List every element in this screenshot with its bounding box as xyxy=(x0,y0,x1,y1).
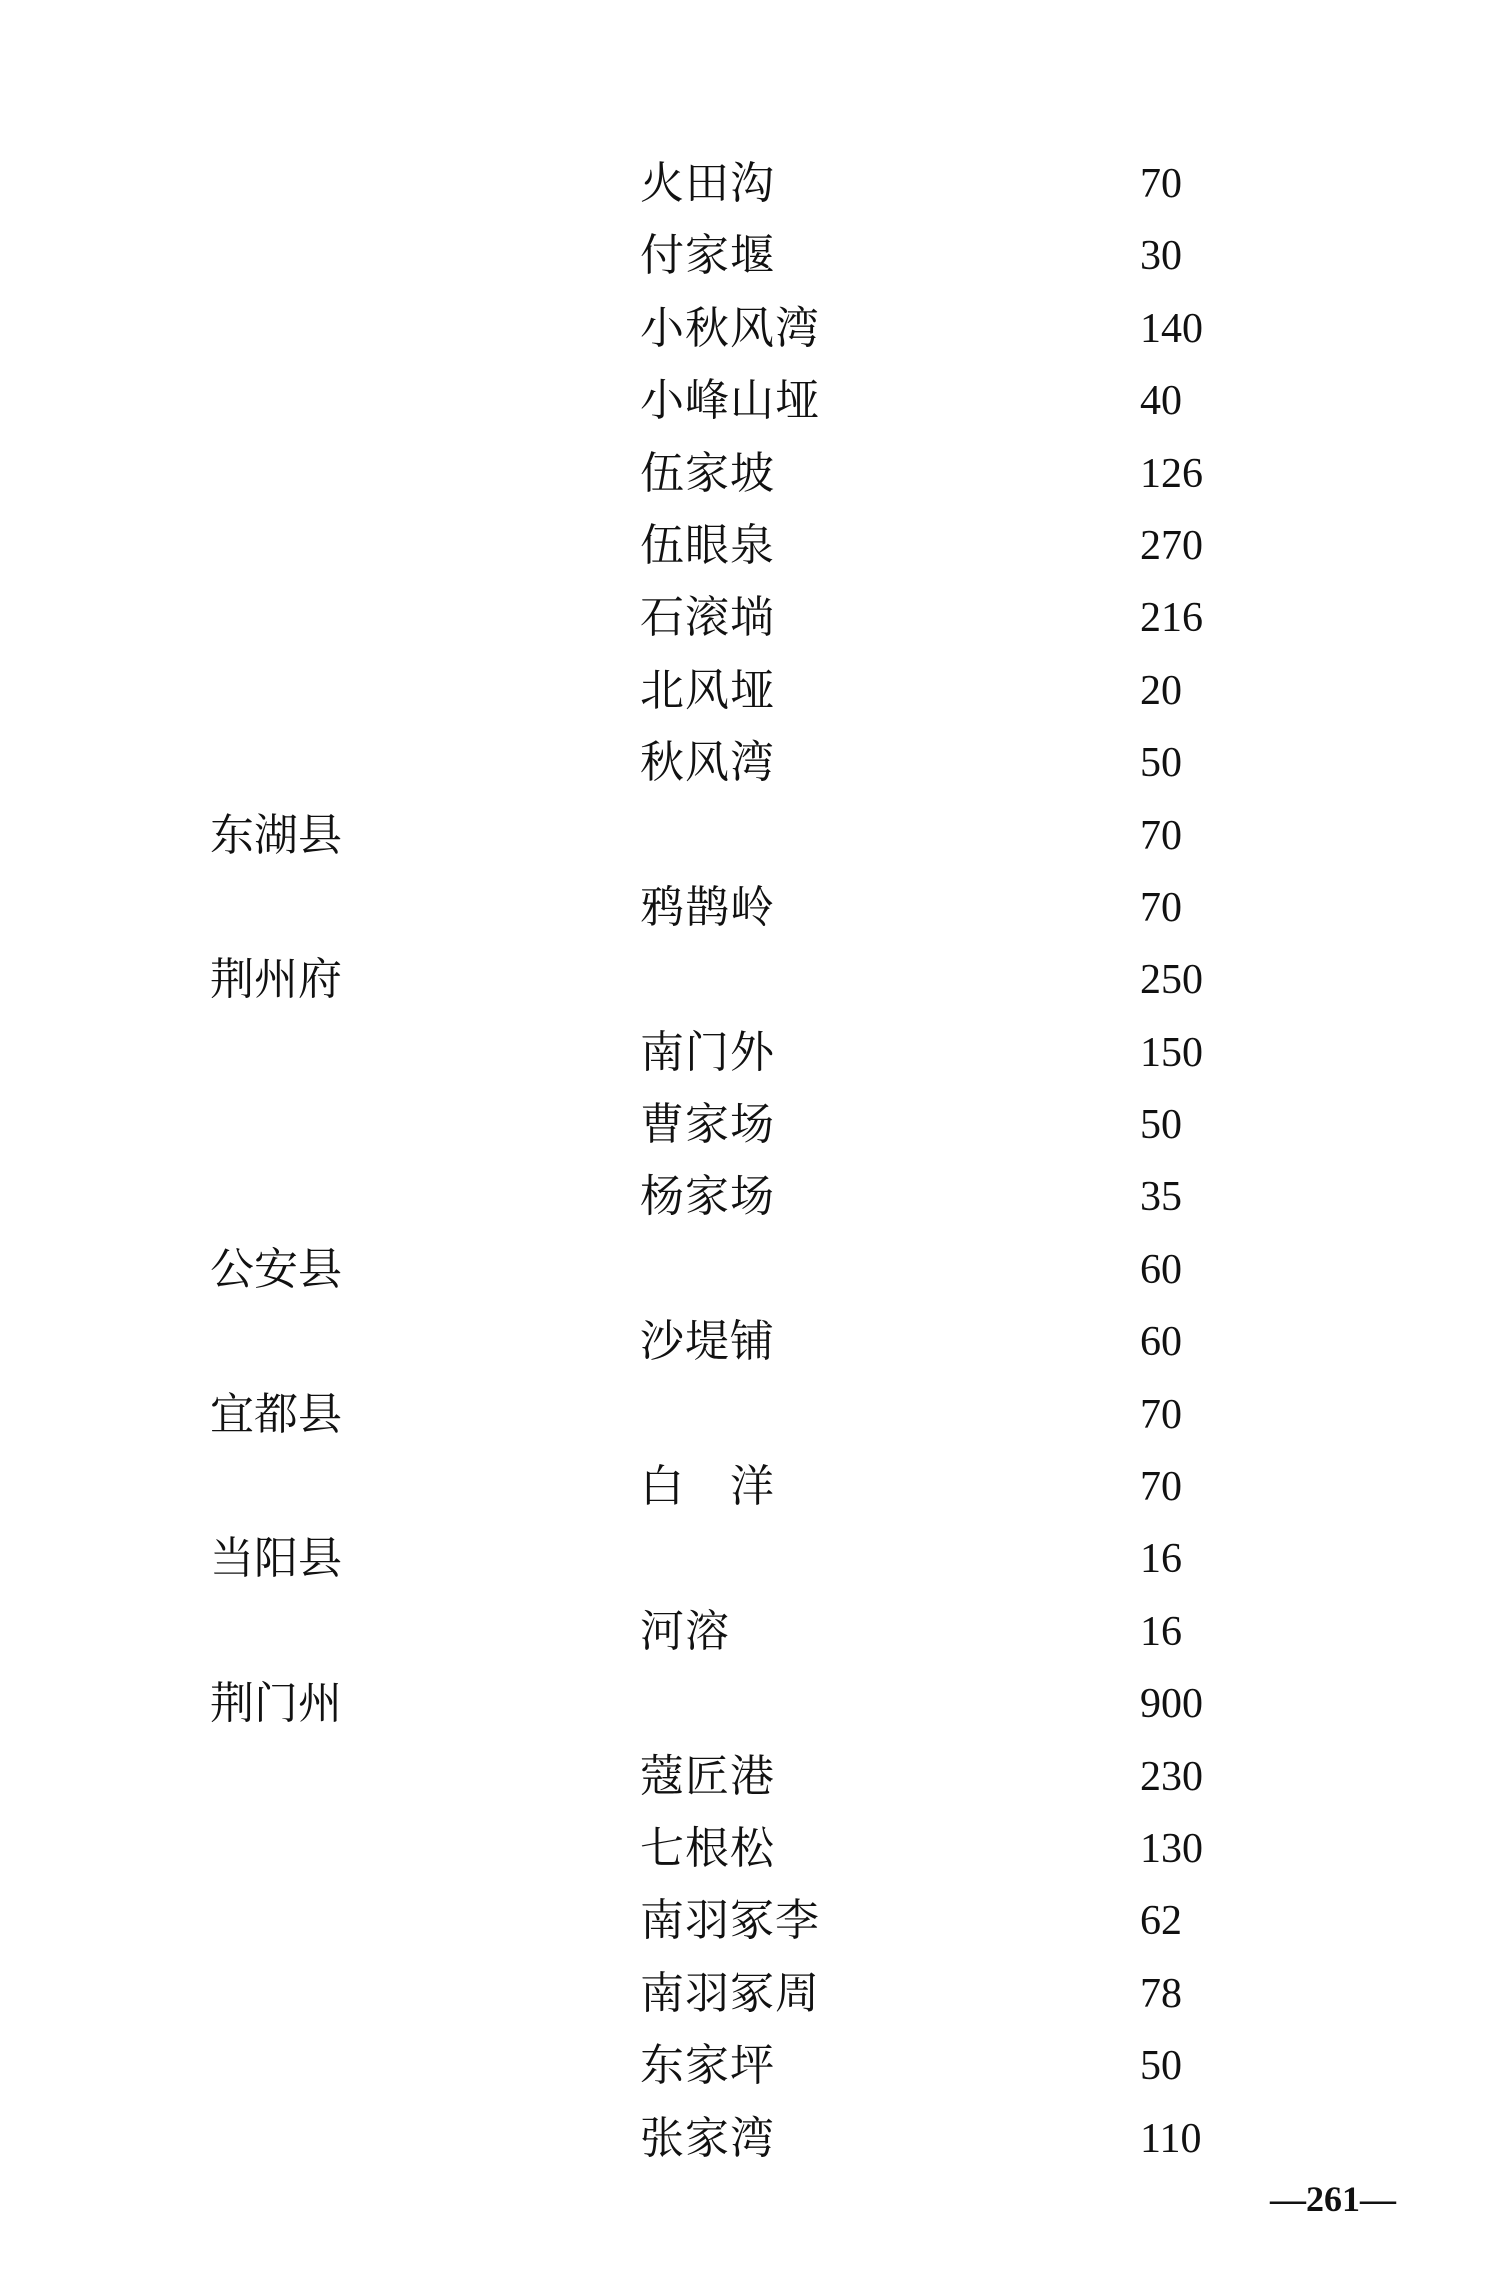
table-row xyxy=(0,1741,1500,1813)
value-cell: 70 xyxy=(1140,1464,1182,1511)
value-cell: 16 xyxy=(1140,1608,1182,1655)
table-row xyxy=(0,1234,1500,1306)
place-cell: 小峰山垭 xyxy=(640,375,820,427)
value-cell: 78 xyxy=(1140,1970,1182,2017)
place-cell: 小秋风湾 xyxy=(640,302,820,354)
table-row xyxy=(0,800,1500,872)
county-cell: 荆门州 xyxy=(210,1678,342,1730)
table-row xyxy=(0,1017,1500,1089)
table-row xyxy=(0,655,1500,727)
value-cell: 230 xyxy=(1140,1753,1203,1800)
value-cell: 70 xyxy=(1140,161,1182,207)
value-cell: 50 xyxy=(1140,1102,1182,1149)
place-cell: 曹家场 xyxy=(640,1099,775,1151)
table-row xyxy=(0,1523,1500,1595)
value-cell: 50 xyxy=(1140,740,1182,787)
value-cell: 270 xyxy=(1140,522,1203,569)
table-row xyxy=(0,220,1500,292)
county-cell: 宜都县 xyxy=(210,1388,342,1440)
county-cell: 公安县 xyxy=(210,1243,342,1295)
table-row xyxy=(0,1813,1500,1885)
county-cell: 荆州府 xyxy=(210,954,342,1006)
table-row xyxy=(0,1379,1500,1451)
value-cell: 140 xyxy=(1140,305,1203,352)
value-cell: 900 xyxy=(1140,1681,1203,1728)
value-cell: 62 xyxy=(1140,1898,1182,1945)
value-cell: 35 xyxy=(1140,1174,1182,1221)
table-row xyxy=(0,365,1500,437)
place-cell: 伍家坡 xyxy=(640,447,775,499)
table-row xyxy=(0,1089,1500,1161)
table-row xyxy=(0,2103,1500,2175)
table-row xyxy=(0,1451,1500,1523)
place-cell: 张家湾 xyxy=(640,2112,775,2164)
place-cell: 南门外 xyxy=(640,1026,775,1078)
place-cell: 东家坪 xyxy=(640,2040,775,2092)
table-row xyxy=(0,944,1500,1016)
value-cell: 250 xyxy=(1140,957,1203,1004)
value-cell: 216 xyxy=(1140,595,1203,642)
place-cell: 北风垭 xyxy=(640,664,775,716)
table-row xyxy=(0,872,1500,944)
value-cell: 30 xyxy=(1140,233,1182,280)
value-cell: 150 xyxy=(1140,1029,1203,1076)
table-row xyxy=(0,582,1500,654)
place-cell: 杨家场 xyxy=(640,1171,775,1223)
value-cell: 40 xyxy=(1140,378,1182,425)
table-row xyxy=(0,1668,1500,1740)
value-cell: 70 xyxy=(1140,884,1182,931)
table-row xyxy=(0,293,1500,365)
value-cell: 70 xyxy=(1140,812,1182,859)
table-row xyxy=(0,2030,1500,2102)
place-cell: 石滚埫 xyxy=(640,592,775,644)
value-cell: 60 xyxy=(1140,1246,1182,1293)
value-cell: 130 xyxy=(1140,1825,1203,1872)
value-cell: 16 xyxy=(1140,1536,1182,1583)
table-row xyxy=(0,727,1500,799)
place-cell: 南羽冢周 xyxy=(640,1967,820,2019)
county-cell: 东湖县 xyxy=(210,809,342,861)
place-cell: 火田沟 xyxy=(640,158,775,209)
place-cell: 付家堰 xyxy=(640,230,775,282)
county-cell: 当阳县 xyxy=(210,1533,342,1585)
place-cell: 河溶 xyxy=(640,1605,730,1657)
table-row xyxy=(0,1958,1500,2030)
value-cell: 60 xyxy=(1140,1319,1182,1366)
value-cell: 110 xyxy=(1140,2115,1202,2162)
data-table xyxy=(0,148,1500,2175)
table-row xyxy=(0,148,1500,220)
place-cell: 七根松 xyxy=(640,1822,775,1874)
table-row xyxy=(0,438,1500,510)
value-cell: 70 xyxy=(1140,1391,1182,1438)
page-number: —261— xyxy=(1270,2179,1396,2219)
table-row xyxy=(0,1306,1500,1378)
place-cell: 白 洋 xyxy=(640,1461,775,1513)
table-row xyxy=(0,510,1500,582)
value-cell: 50 xyxy=(1140,2043,1182,2090)
table-row xyxy=(0,1161,1500,1233)
place-cell: 蔻匠港 xyxy=(640,1750,775,1802)
place-cell: 鸦鹊岭 xyxy=(640,881,775,933)
place-cell: 南羽冢李 xyxy=(640,1895,820,1947)
value-cell: 126 xyxy=(1140,450,1203,497)
place-cell: 沙堤铺 xyxy=(640,1316,775,1368)
table-row xyxy=(0,1596,1500,1668)
place-cell: 秋风湾 xyxy=(640,737,775,789)
place-cell: 伍眼泉 xyxy=(640,519,775,571)
value-cell: 20 xyxy=(1140,667,1182,714)
table-row xyxy=(0,1885,1500,1957)
